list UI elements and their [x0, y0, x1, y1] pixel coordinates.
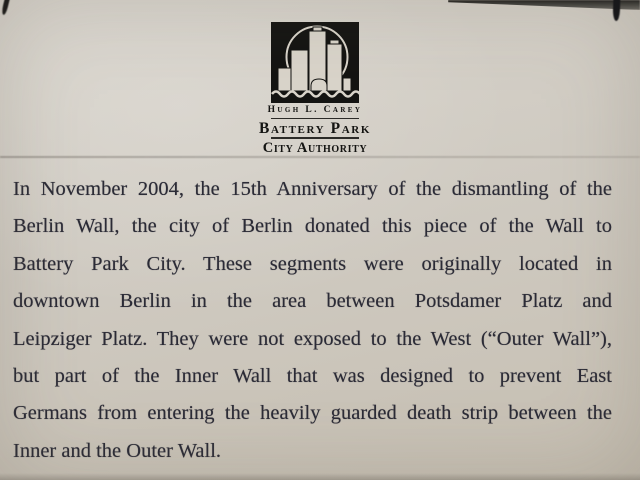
logo-org-name: Hugh L. Carey	[267, 105, 363, 115]
logo-rule-bottom	[271, 137, 359, 139]
battery-park-city-logo	[240, 104, 390, 156]
paragraph-line: but part of the Inner Wall that was designed to prevent East	[13, 364, 612, 387]
header-separator-line	[0, 156, 640, 158]
logo-org-city-authority: City Authority	[262, 139, 368, 156]
paragraph-line: Germans from entering the heavily guarded death strip between the	[13, 402, 612, 425]
paragraph-line: Leipziger Platz. They were not exposed to the West (“Outer Wall”),	[13, 327, 612, 350]
mounting-clip-right	[613, 0, 621, 21]
paragraph-line: In November 2004, the 15th Anniversary of the dismantling of the	[13, 178, 612, 200]
paragraph-line: Berlin Wall, the city of Berlin donated this piece of the Wall to	[13, 215, 612, 238]
paragraph-line: Battery Park City. These segments were originally located in	[13, 252, 612, 275]
city-skyline-icon	[271, 22, 359, 103]
plaque-paragraph	[13, 171, 612, 470]
mounting-clip-left	[1, 0, 10, 15]
shelf-edge-shadow	[448, 0, 640, 10]
paragraph-line: Inner and the Outer Wall.	[13, 439, 222, 462]
logo-org-battery-park: Battery Park	[259, 119, 371, 137]
paragraph-line: downtown Berlin in the area between Potsdamer Platz and	[13, 290, 612, 313]
bottom-edge-shadow	[0, 473, 640, 480]
